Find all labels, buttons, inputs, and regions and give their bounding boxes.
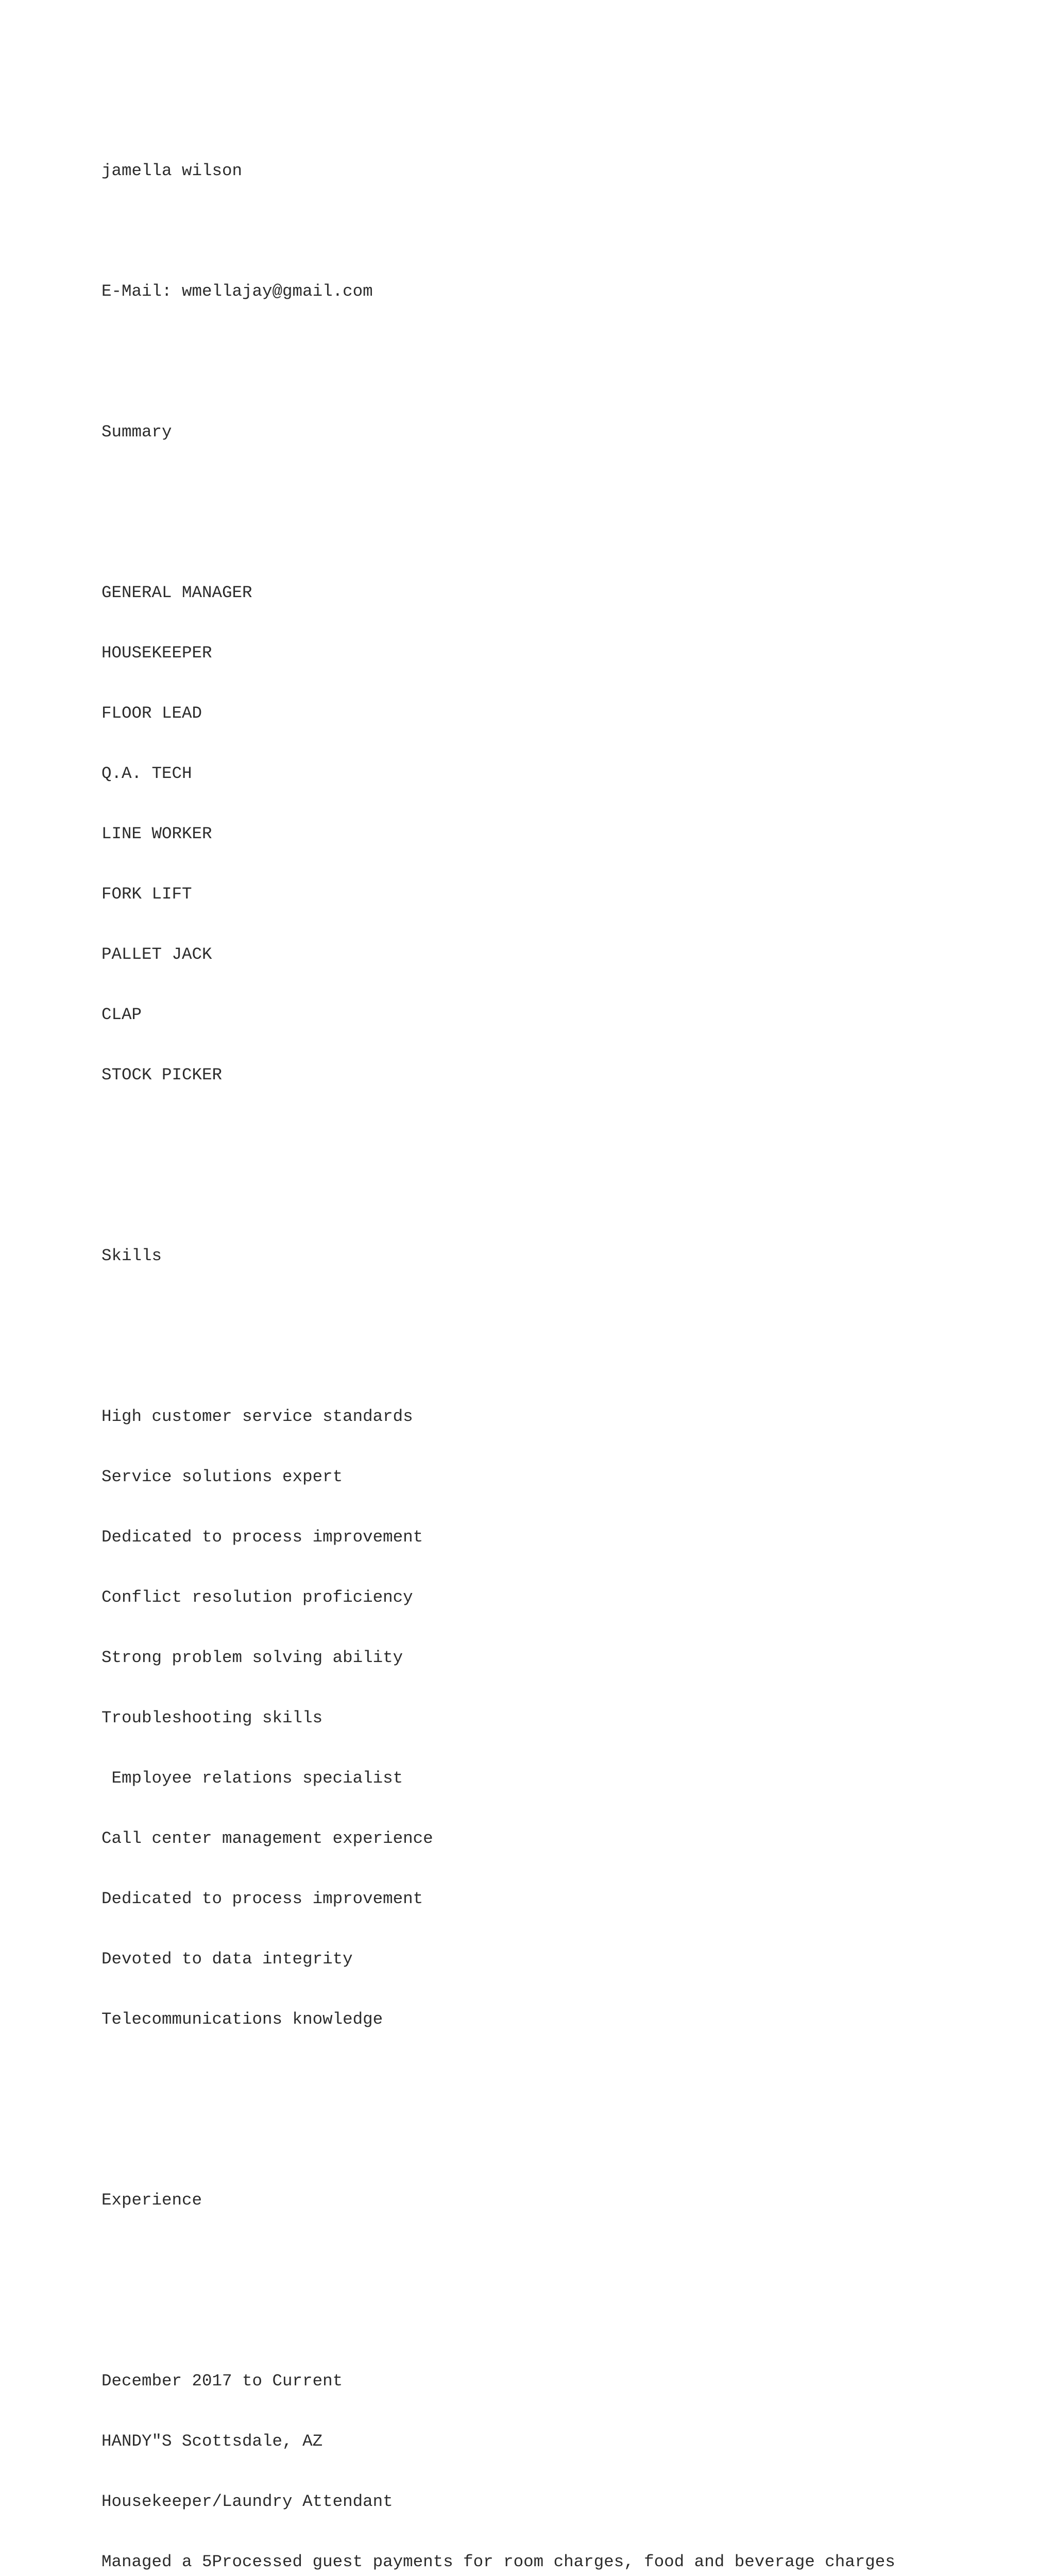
resume-document [101, 121, 1039, 2576]
summary-item: FLOOR LEAD [101, 704, 202, 723]
spacer [101, 221, 1039, 241]
skill-item: Employee relations specialist [101, 1769, 403, 1788]
spacer [101, 1306, 1039, 1326]
skill-item: Troubleshooting skills [101, 1708, 323, 1727]
job-entry [101, 2331, 1039, 2576]
skill-item: Dedicated to process improvement [101, 1528, 423, 1547]
summary-item: CLAP [101, 1005, 142, 1024]
skill-item: Telecommunications knowledge [101, 2010, 383, 2029]
skills-heading: Skills [101, 1246, 162, 1265]
skill-item: Service solutions expert [101, 1467, 343, 1486]
summary-item: GENERAL MANAGER [101, 583, 252, 602]
job-description-line: Managed a 5Processed guest payments for room charges, food and beverage charges [101, 2552, 895, 2571]
skill-item: Call center management experience [101, 1829, 433, 1848]
spacer [101, 2110, 1039, 2130]
skill-item: Conflict resolution proficiency [101, 1588, 413, 1607]
email-line: E-Mail: wmellajay@gmail.com [101, 282, 373, 301]
job-company: HANDY"S Scottsdale, AZ [101, 2432, 323, 2451]
skill-item: Devoted to data integrity [101, 1950, 353, 1969]
summary-list [101, 543, 1039, 1125]
experience-heading: Experience [101, 2191, 202, 2210]
spacer [101, 1165, 1039, 1185]
summary-item: LINE WORKER [101, 824, 212, 843]
spacer [101, 342, 1039, 362]
skill-item: High customer service standards [101, 1407, 413, 1426]
summary-heading: Summary [101, 422, 172, 442]
skill-item: Strong problem solving ability [101, 1648, 403, 1667]
skill-item: Dedicated to process improvement [101, 1889, 423, 1908]
skills-list [101, 1366, 1039, 2070]
summary-item: Q.A. TECH [101, 764, 192, 783]
summary-item: STOCK PICKER [101, 1065, 223, 1084]
spacer [101, 2250, 1039, 2270]
summary-item: PALLET JACK [101, 945, 212, 964]
summary-item: FORK LIFT [101, 885, 192, 904]
spacer [101, 482, 1039, 502]
job-title: Housekeeper/Laundry Attendant [101, 2492, 393, 2511]
summary-item: HOUSEKEEPER [101, 643, 212, 663]
candidate-name: jamella wilson [101, 161, 243, 180]
job-dates: December 2017 to Current [101, 2371, 343, 2391]
